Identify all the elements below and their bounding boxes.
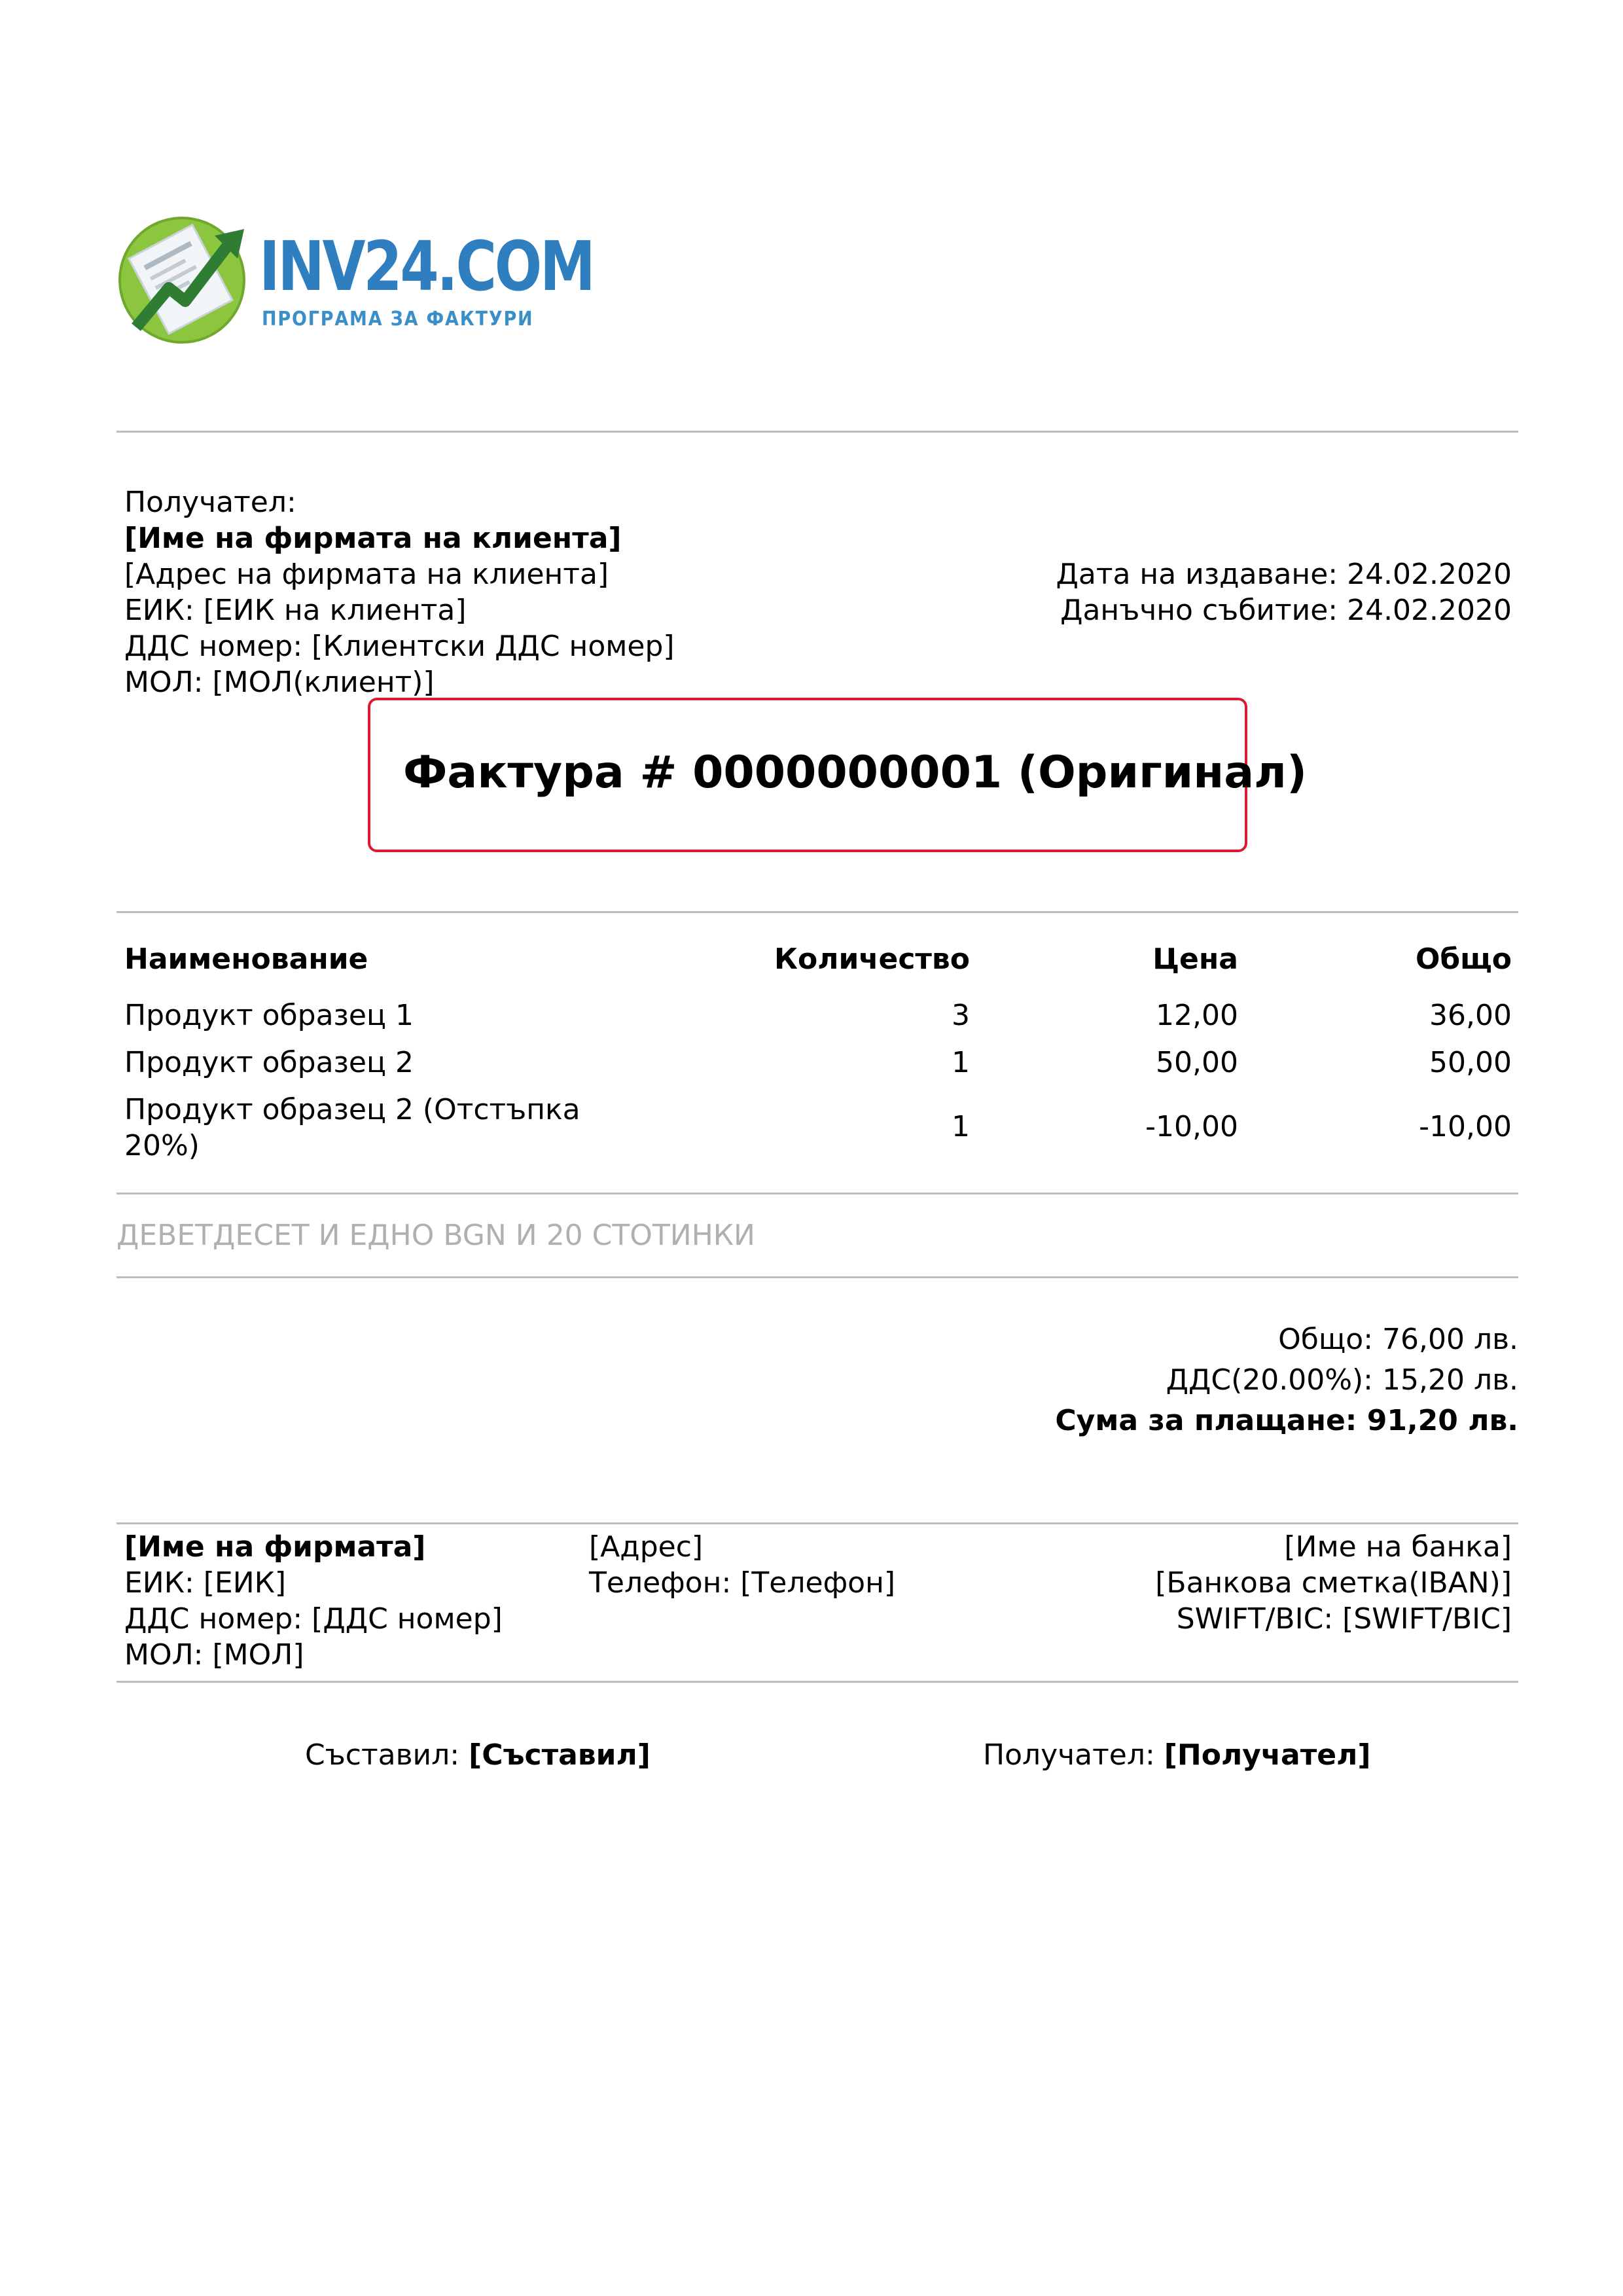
row-1-name: Продукт образец 1 <box>124 999 414 1032</box>
dates-block <box>1056 556 1512 628</box>
recipient-vat: ДДС номер: [Клиентски ДДС номер] <box>124 630 675 663</box>
amount-in-words: ДЕВЕТДЕСЕТ И ЕДНО BGN И 20 СТОТИНКИ <box>116 1219 755 1252</box>
divider-footer-bottom <box>116 1681 1518 1683</box>
bank-name: [Име на банка] <box>1284 1530 1512 1564</box>
row-2-total: 50,00 <box>1429 1046 1512 1079</box>
composed-value: [Съставил] <box>469 1738 651 1772</box>
logo-tagline: ПРОГРАМА ЗА ФАКТУРИ <box>262 308 534 331</box>
totals-block <box>1055 1319 1518 1441</box>
row-3-total: -10,00 <box>1419 1110 1512 1143</box>
divider-words <box>116 1276 1518 1278</box>
supplier-contact <box>589 1529 895 1601</box>
bank-iban: [Банкова сметка(IBAN)] <box>1155 1566 1512 1600</box>
recipient-label: Получател: <box>124 486 296 519</box>
row-1-price: 12,00 <box>1156 999 1238 1032</box>
supplier-bank <box>1155 1529 1512 1637</box>
col-header-total: Общо <box>1416 942 1512 976</box>
signature-received <box>983 1737 1370 1773</box>
subtotal: Общо: 76,00 лв. <box>1278 1323 1518 1356</box>
supplier-eik: ЕИК: [ЕИК] <box>124 1566 287 1600</box>
composed-label: Съставил: <box>305 1738 460 1772</box>
divider-table-bottom <box>116 1193 1518 1194</box>
row-2-price: 50,00 <box>1156 1046 1238 1079</box>
col-header-name: Наименование <box>124 942 368 976</box>
supplier-phone: Телефон: [Телефон] <box>589 1566 896 1600</box>
recipient-eik: ЕИК: [ЕИК на клиента] <box>124 594 467 627</box>
row-2-qty: 1 <box>952 1046 970 1079</box>
supplier-mol: МОЛ: [МОЛ] <box>124 1638 304 1672</box>
amount-due: Сума за плащане: 91,20 лв. <box>1055 1404 1518 1437</box>
issue-date: Дата на издаване: 24.02.2020 <box>1056 558 1512 591</box>
invoice-title: Фактура # 0000000001 (Оригинал) <box>403 747 1308 798</box>
recipient-company: [Име на фирмата на клиента] <box>124 522 622 555</box>
divider-table-top <box>116 911 1518 913</box>
recipient-mol: МОЛ: [МОЛ(клиент)] <box>124 666 435 699</box>
tax-event-date: Данъчно събитие: 24.02.2020 <box>1060 594 1512 627</box>
supplier-company: [Име на фирмата] <box>124 1530 426 1564</box>
received-label: Получател: <box>983 1738 1155 1772</box>
received-value: [Получател] <box>1164 1738 1371 1772</box>
logo-brand-text: INV24.COM <box>259 226 594 306</box>
col-header-qty: Количество <box>774 942 970 976</box>
row-1-qty: 3 <box>952 999 970 1032</box>
divider-footer-top <box>116 1522 1518 1524</box>
col-header-price: Цена <box>1152 942 1238 976</box>
recipient-address: [Адрес на фирмата на клиента] <box>124 558 609 591</box>
row-3-name-line2: 20%) <box>124 1129 200 1162</box>
bank-swift: SWIFT/BIC: [SWIFT/BIC] <box>1176 1602 1512 1636</box>
row-2-name: Продукт образец 2 <box>124 1046 414 1079</box>
row-1-total: 36,00 <box>1429 999 1512 1032</box>
supplier-address: [Адрес] <box>589 1530 704 1564</box>
supplier-info <box>124 1529 503 1673</box>
logo-mark-icon <box>116 209 247 347</box>
row-3-price: -10,00 <box>1145 1110 1238 1143</box>
row-3-qty: 1 <box>952 1110 970 1143</box>
vat-total: ДДС(20.00%): 15,20 лв. <box>1166 1363 1518 1397</box>
divider-top <box>116 431 1518 433</box>
signature-composed <box>305 1737 651 1773</box>
supplier-vat: ДДС номер: [ДДС номер] <box>124 1602 503 1636</box>
recipient-block <box>124 484 675 700</box>
row-3-name-line1: Продукт образец 2 (Отстъпка <box>124 1093 580 1126</box>
